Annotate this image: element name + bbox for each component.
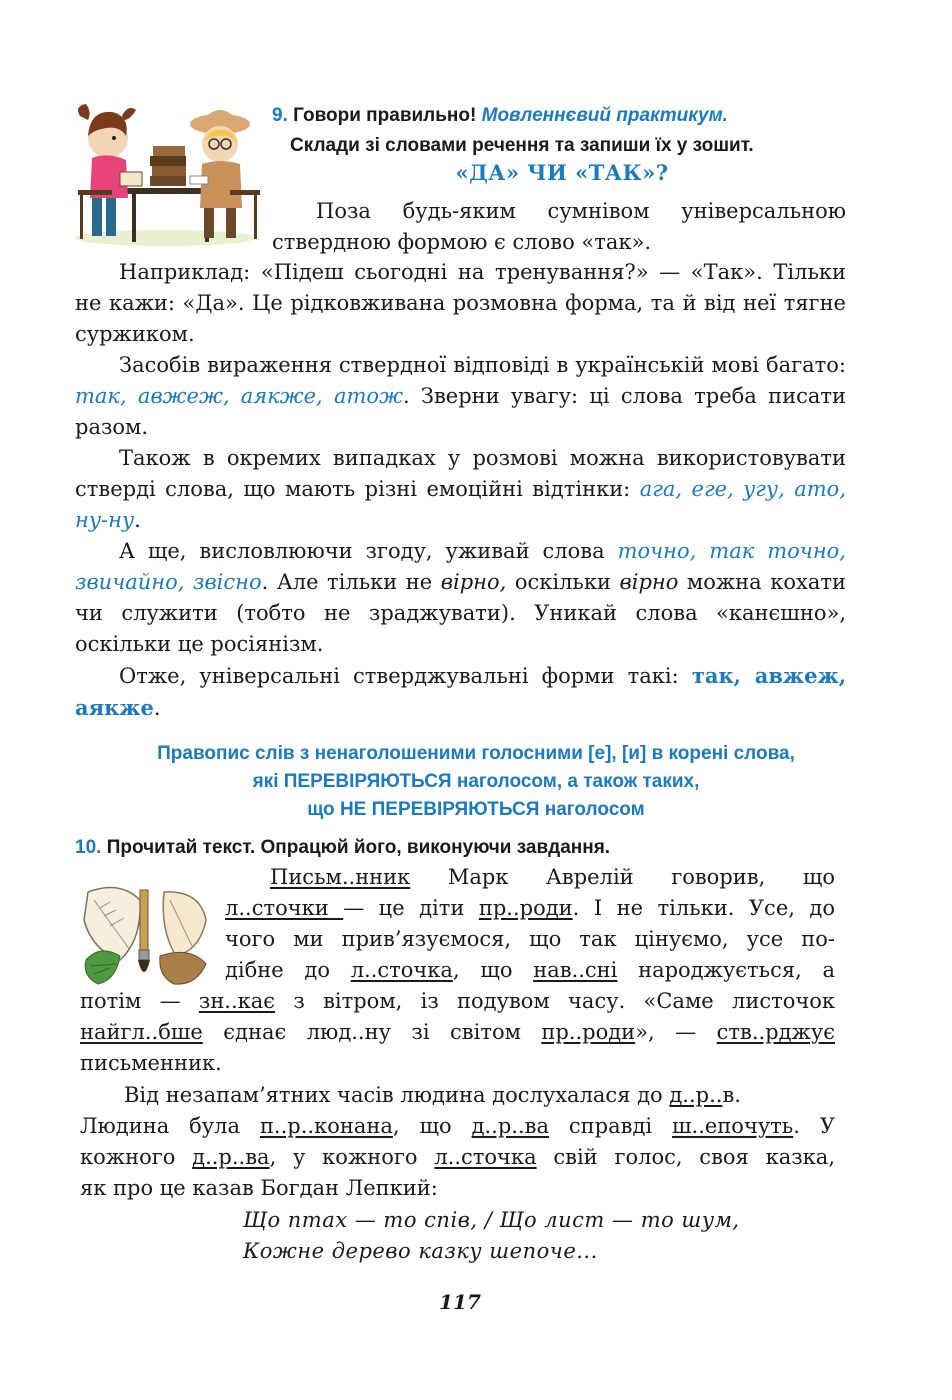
- p4-end: можна кохати чи служити (тобто не зраджувати). Уникай слова «канєшно», оскільки це росіянізм.: [75, 570, 846, 656]
- ex10-p2-line-1: [80, 1080, 835, 1111]
- exercise-10-text: [80, 862, 835, 1079]
- text-segment: народжується, а: [617, 958, 836, 982]
- gap-word: л..сточки: [225, 896, 344, 920]
- gap-word: Письм..нник: [270, 865, 411, 889]
- exercise-10-number: 10.: [75, 837, 102, 858]
- gap-word: нав..сні: [533, 958, 618, 982]
- gap-word: ств..рджує: [716, 1020, 835, 1044]
- ex10-line-3: [225, 924, 835, 955]
- exercise-9-instruction: Склади зі словами речення та запиши їх у зошит.: [290, 135, 754, 156]
- ex10-p2-line-3: [80, 1142, 835, 1173]
- p4-mid2: оскільки: [514, 570, 611, 594]
- exercise-10-heading: Прочитай текст. Опрацюй його, виконуючи завдання.: [106, 837, 611, 858]
- paragraph-conclusion: [75, 660, 846, 724]
- exercise-9-subheading: Мовленнєвий практикум.: [481, 105, 728, 126]
- word-verno-2: вірно: [619, 570, 679, 594]
- p5-end: .: [153, 696, 161, 720]
- ex10-line-4: [225, 955, 835, 986]
- exercise-9-heading: Говори правильно!: [293, 105, 477, 126]
- gap-word: пр..роди: [478, 896, 573, 920]
- affirmative-words-3: точно, так точно, звичайно, звісно: [75, 539, 846, 594]
- text-segment: . І не тільки. Усе, до: [572, 896, 835, 920]
- text-segment: свій голос, своя казка,: [536, 1145, 835, 1169]
- poem-line-2: Кожне дерево казку шепоче...: [243, 1239, 598, 1263]
- gap-word: найгл..бше: [80, 1020, 203, 1044]
- exercise-9-header: [272, 104, 852, 158]
- text-segment: Людина була: [80, 1114, 260, 1138]
- p3-start: Також в окремих випадках у розмові можна використовувати стверді слова, що мають різні емоційні відтінки:: [75, 446, 846, 501]
- spelling-rule-heading: [60, 740, 892, 824]
- text-segment: в.: [722, 1083, 741, 1107]
- intro-paragraph: [272, 196, 846, 258]
- gap-word: зн..кає: [198, 989, 276, 1013]
- intro-line-2: ствердною формою є слово «так».: [272, 230, 652, 254]
- gap-word: д..р..: [669, 1083, 723, 1107]
- text-segment: письменник.: [80, 1051, 222, 1075]
- text-segment: кожного: [80, 1145, 193, 1169]
- spelling-heading-line-3: що НЕ ПЕРЕВІРЯЮТЬСЯ наголосом: [307, 799, 645, 820]
- text-segment: », —: [635, 1020, 717, 1044]
- text-segment: , що: [452, 958, 534, 982]
- intro-line-1: Поза будь-яким сумнівом універсальною: [316, 199, 846, 223]
- text-segment: дібне до: [225, 958, 351, 982]
- gap-word: пр..роди: [541, 1020, 636, 1044]
- affirmative-words-1: так, авжеж, аякже, атож: [75, 384, 403, 408]
- exercise-10-paragraph-2: [80, 1080, 835, 1204]
- p2-start: Засобів вираження ствердної відповіді в українській мові багато:: [119, 353, 846, 377]
- ex10-line-6: [80, 1017, 835, 1048]
- spelling-heading-line-2: які ПЕРЕВІРЯЮТЬСЯ наголосом, а також таких,: [252, 771, 700, 792]
- ex10-line-2: [225, 893, 835, 924]
- p4-start: А ще, висловлюючи згоду, уживай слова: [119, 539, 605, 563]
- poem-line-1: Що птах — то спів, / Що лист — то шум,: [243, 1208, 740, 1232]
- exercise-9-title: «ДА» ЧИ «ТАК»?: [455, 160, 669, 185]
- ex10-p2-line-4: [80, 1173, 835, 1204]
- text-segment: Від незапам’ятних часів людина дослухалася до: [124, 1083, 670, 1107]
- ex10-line-5: [80, 986, 835, 1017]
- exercise-9-number: 9.: [272, 105, 288, 126]
- affirmative-words-2: ага, еге, угу, ато, ну-ну: [75, 477, 846, 532]
- gap-word: ш..епочуть: [672, 1114, 794, 1138]
- text-segment: єднає люд..ну зі світом: [202, 1020, 542, 1044]
- p4-mid1: . Але тільки не: [261, 570, 433, 594]
- ex10-line-1: [270, 862, 835, 893]
- spelling-heading-line-1: Правопис слів з ненаголошеними голосними [е], [и] в корені слова,: [157, 743, 795, 764]
- text-segment: як про це казав Богдан Лепкий:: [80, 1176, 438, 1200]
- gap-word: д..р..ва: [192, 1145, 270, 1169]
- poem-quote: [243, 1205, 843, 1267]
- gap-word: л..сточка: [350, 958, 453, 982]
- text-segment: справді: [548, 1114, 672, 1138]
- gap-word: д..р..ва: [471, 1114, 549, 1138]
- paragraph-emotional: [75, 443, 846, 536]
- paragraph-means: [75, 350, 846, 443]
- ex10-p2-line-2: [80, 1111, 835, 1142]
- gap-word: п..р..конана: [259, 1114, 393, 1138]
- text-segment: Марк Аврелій говорив, що: [410, 865, 835, 889]
- exercise-10-header: [75, 836, 875, 860]
- gap-word: л..сточка: [434, 1145, 537, 1169]
- kids-reading-illustration: [70, 98, 260, 248]
- text-segment: , у кожного: [269, 1145, 435, 1169]
- p2-end: . Зверни увагу: ці слова треба писати разом.: [75, 384, 846, 439]
- paragraph-example: Наприклад: «Підеш сьогодні на тренування?» — «Так». Тільки не кажи: «Да». Це рідковживана розмовна форма, та й від неї тягне суржиком.: [75, 260, 846, 346]
- text-segment: — це діти: [343, 896, 479, 920]
- word-verno-1: вірно,: [440, 570, 507, 594]
- text-segment: чого ми прив’язуємося, що так цінуємо, усе по-: [225, 927, 835, 951]
- p3-end: .: [134, 508, 141, 532]
- ex10-line-7: [80, 1048, 835, 1079]
- paragraph-agreement: [75, 536, 846, 660]
- text-segment: , що: [392, 1114, 472, 1138]
- body-paragraphs: [75, 257, 846, 724]
- p5-start: Отже, універсальні стверджувальні форми такі:: [119, 664, 679, 688]
- text-segment: потім —: [80, 989, 199, 1013]
- universal-forms: так, авжеж, аякже: [75, 663, 846, 720]
- page-number: 117: [439, 1290, 481, 1314]
- text-segment: з вітром, із подувом часу. «Саме листочок: [275, 989, 835, 1013]
- text-segment: . У: [793, 1114, 835, 1138]
